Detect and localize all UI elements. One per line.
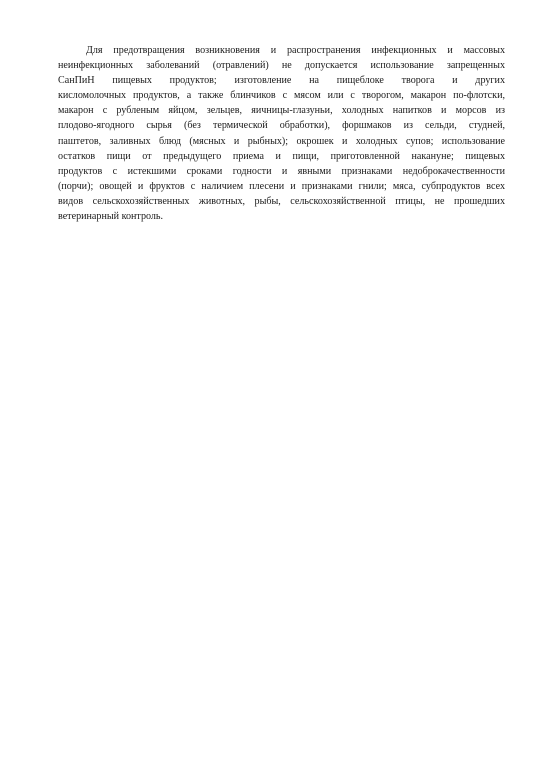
paragraph-line: остатков пищи от предыдущего приема и пищи, приготовленной накануне; пищевых [58, 150, 505, 162]
paragraph-line: видов сельскохозяйственных животных, рыбы, сельскохозяйственной птицы, не прошедших [58, 195, 505, 207]
paragraph-line: плодово-ягодного сырья (без термической обработки), форшмаков из сельди, студней, [58, 120, 505, 132]
paragraph-line: СанПиН пищевых продуктов; изготовление на пищеблоке творога и других [58, 75, 505, 87]
paragraph-line: Для предотвращения возникновения и распространения инфекционных и массовых [86, 45, 505, 56]
paragraph-line: паштетов, заливных блюд (мясных и рыбных); окрошек и холодных супов; использование [58, 135, 505, 147]
paragraph-line: неинфекционных заболеваний (отравлений) не допускается использование запрещенных [58, 60, 505, 72]
paragraph-line: ветеринарный контроль. [58, 211, 164, 223]
paragraph [58, 43, 505, 224]
paragraph-line: (порчи); овощей и фруктов с наличием плесени и признаками гнили; мяса, субпродуктов всех [58, 180, 505, 192]
paragraph-line: кисломолочных продуктов, а также блинчиков с мясом или с творогом, макарон по-флотски, [58, 90, 505, 102]
paragraph-line: макарон с рубленым яйцом, зельцев, яичницы-глазуньи, холодных напитков и морсов из [58, 105, 505, 117]
paragraph-line: продуктов с истекшими сроками годности и явными признаками недоброкачественности [58, 165, 505, 177]
